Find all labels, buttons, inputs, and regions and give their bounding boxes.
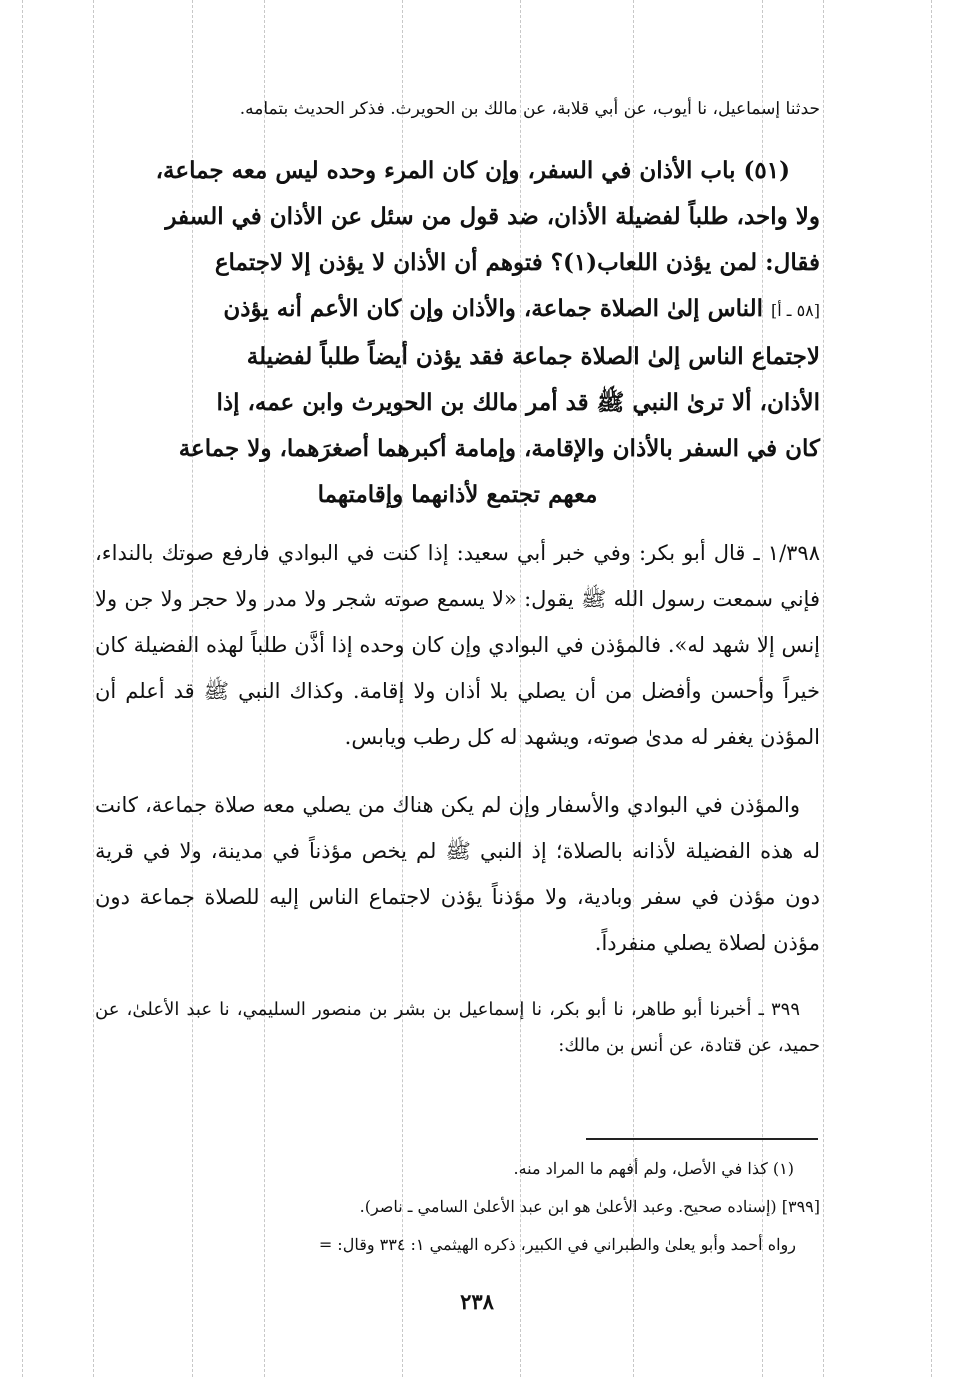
footnote-1: (١) كذا في الأصل، ولم أفهم ما المراد منه. — [513, 1159, 794, 1178]
scan-guide-line — [931, 0, 932, 1377]
page-body — [95, 92, 820, 1064]
heading-line: فقال: لمن يؤذن اللعاب(١)؟ فتوهم أن الأذان لا يؤذن إلا لاجتماع — [214, 249, 820, 276]
paragraph-continuation: والمؤذن في البوادي والأسفار وإن لم يكن هناك من يصلي معه صلاة جماعة، كانت له هذه الفضيلة لأذانه بالصلاة؛ إذ النبي ﷺ لم يخص مؤذناً في مدينة، ولا في قرية دون مؤذن في سفر وبادية، ولا مؤذناً يؤذن لاجتماع الناس إليه للصلاة جماعة دون مؤذن لصلاة يصلي منفرداً. — [95, 793, 820, 955]
footnote-399-continued: رواه أحمد وأبو يعلىٰ والطبراني في الكبير، ذكره الهيثمي ١: ٣٣٤ وقال: = — [318, 1235, 796, 1254]
heading-line: الناس إلىٰ الصلاة جماعة، والأذان وإن كان الأعم أنه يؤذن — [223, 295, 763, 322]
footnotes — [95, 1150, 820, 1264]
hadith-399: ٣٩٩ ـ أخبرنا أبو طاهر، نا أبو بكر، نا إسماعيل بن بشر بن منصور السليمي، نا عبد الأعلىٰ، عن حميد، عن قتادة، عن أنس بن مالك: — [95, 999, 820, 1056]
scan-guide-line — [22, 0, 23, 1377]
heading-line: الأذان، ألا ترىٰ النبي ﷺ قد أمر مالك بن الحويرث وابن عمه، إذا — [216, 389, 820, 416]
heading-line: ولا واحد، طلباً لفضيلة الأذان، ضد قول من سئل عن الأذان في السفر — [165, 203, 820, 230]
scan-guide-line — [823, 0, 824, 1377]
heading-line: كان في السفر بالأذان والإقامة، وإمامة أكبرهما أصغرَهما، ولا جماعة — [178, 435, 820, 462]
folio-marker: [٥٨ ـ أ] — [771, 301, 820, 320]
footnote-divider — [586, 1138, 818, 1140]
paragraph-398: ١/٣٩٨ ـ قال أبو بكر: وفي خبر أبي سعيد: إذا كنت في البوادي فارفع صوتك بالنداء، فإني سمعت رسول الله ﷺ يقول: «لا يسمع صوته شجر ولا مدر ولا حجر ولا جن ولا إنس إلا شهد له». فالمؤذن في البوادي وإن كان وحده إذا أذَّن طلباً لهذه الفضيلة كان خيراً وأحسن وأفضل من أن يصلي بلا أذان ولا إقامة. وكذاك النبي ﷺ قد أعلم أن المؤذن يغفر له مدىٰ صوته، ويشهد له كل رطب ويابس. — [95, 541, 820, 749]
page-number: ٢٣٨ — [460, 1289, 494, 1314]
heading-line-with-marker — [95, 286, 820, 334]
heading-line: معهم تجتمع لأذانهما وإقامتهما — [317, 481, 598, 508]
footnote-399: [٣٩٩] (إسناده صحيح. وعبد الأعلىٰ هو ابن عبد الأعلىٰ السامي ـ ناصر). — [359, 1197, 820, 1216]
scan-guide-line — [93, 0, 94, 1377]
chapter-heading — [95, 148, 820, 518]
intro-text: حدثنا إسماعيل، نا أيوب، عن أبي قلابة، عن مالك بن الحويرث. فذكر الحديث بتمامه. — [239, 99, 820, 119]
heading-line: لاجتماع الناس إلىٰ الصلاة جماعة فقد يؤذن أيضاً طلباً لفضيلة — [246, 343, 820, 370]
heading-line: (٥١) باب الأذان في السفر، وإن كان المرء وحده ليس معه جماعة، — [155, 157, 790, 184]
